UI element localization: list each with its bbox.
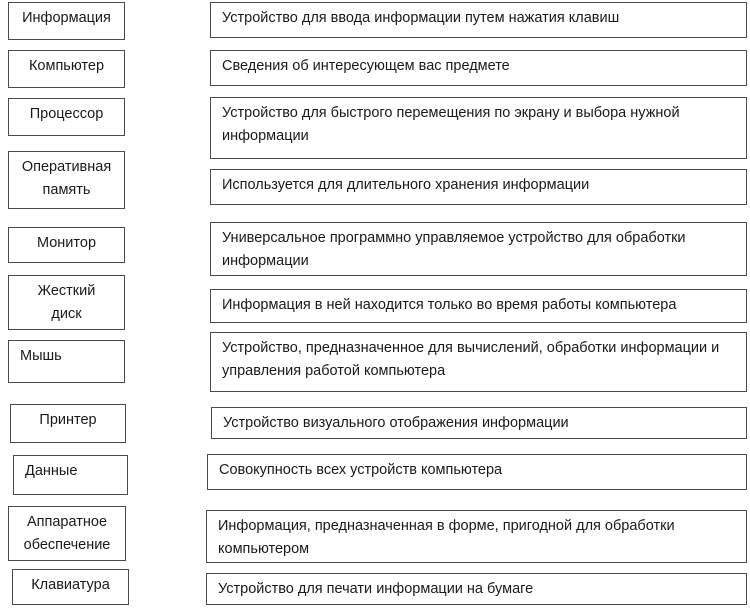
term-label: Компьютер: [28, 58, 105, 74]
definition-text: Совокупность всех устройств компьютера: [219, 462, 503, 478]
definition-text: Информация в ней находится только во время работы компьютера: [222, 297, 677, 313]
definition-text: Устройство, предназначенное для вычислений, обработки информации и управления работой компьютера: [222, 340, 720, 379]
definition-text: Используется для длительного хранения информации: [222, 177, 590, 193]
definition-box-5: [210, 222, 747, 276]
definition-text: Информация, предназначенная в форме, пригодной для обработки компьютером: [218, 518, 675, 557]
term-label: Монитор: [36, 235, 97, 251]
term-label: Принтер: [39, 412, 97, 428]
term-label: Аппаратное обеспечение: [23, 514, 111, 553]
term-box-data: [13, 455, 128, 495]
definition-box-7: [210, 332, 747, 392]
term-label: Клавиатура: [31, 577, 110, 593]
definition-text: Устройство для печати информации на бумаге: [218, 581, 534, 597]
term-box-printer: [10, 404, 126, 443]
term-box-mouse: [8, 340, 125, 383]
definition-box-2: [210, 50, 747, 86]
term-box-monitor: [8, 227, 125, 263]
definition-box-6: [210, 289, 747, 323]
term-box-hard-disk: [8, 275, 125, 330]
definition-box-10: [206, 510, 747, 563]
term-label: Жесткий диск: [37, 283, 96, 322]
definition-box-4: [210, 169, 747, 205]
definition-text: Универсальное программно управляемое устройство для обработки информации: [222, 230, 686, 269]
term-box-keyboard: [12, 569, 129, 605]
term-label: Данные: [25, 463, 78, 479]
definition-text: Устройство визуального отображения информации: [223, 415, 569, 431]
term-label: Оперативная память: [21, 159, 112, 198]
term-label: Мышь: [20, 348, 62, 364]
term-box-processor: [8, 98, 125, 136]
definition-box-1: [210, 2, 747, 38]
term-label: Процессор: [29, 106, 104, 122]
definition-box-11: [206, 573, 747, 605]
definition-text: Сведения об интересующем вас предмете: [222, 58, 510, 74]
definition-box-9: [207, 454, 747, 490]
definition-box-8: [211, 407, 747, 439]
definition-box-3: [210, 97, 747, 159]
term-box-computer: [8, 50, 125, 88]
term-box-ram: [8, 151, 125, 209]
term-box-information: [8, 2, 125, 40]
definition-text: Устройство для ввода информации путем нажатия клавиш: [222, 10, 620, 26]
definition-text: Устройство для быстрого перемещения по экрану и выбора нужной информации: [222, 105, 680, 144]
term-label: Информация: [22, 10, 111, 26]
term-box-hardware: [8, 506, 126, 561]
